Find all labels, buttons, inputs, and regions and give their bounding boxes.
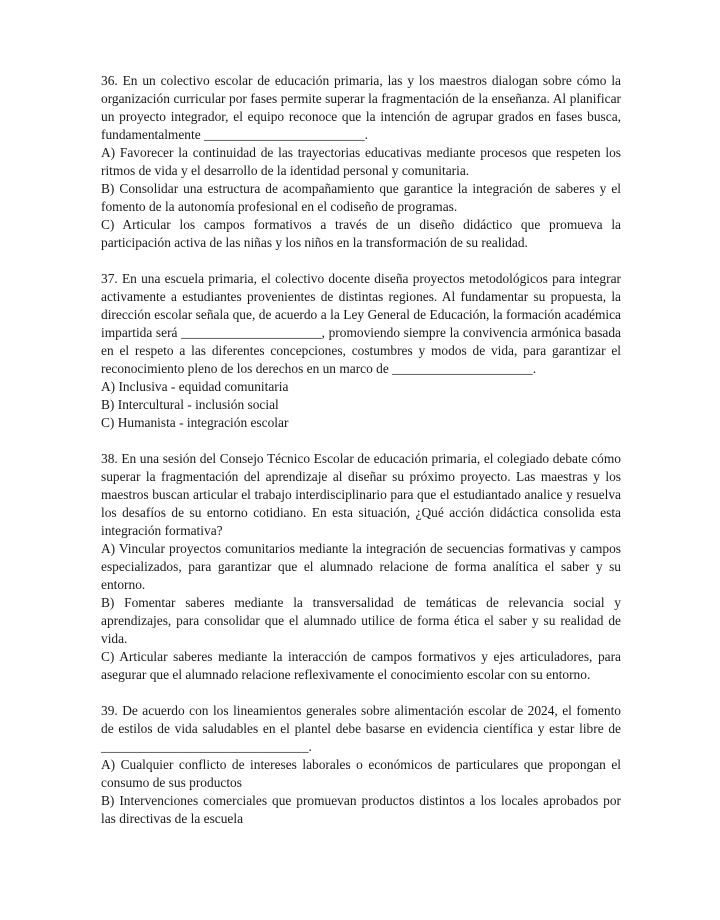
question-stem: 36. En un colectivo escolar de educación primaria, las y los maestros dialogan sobre cómo la organización curricular por fases permite superar la fragmentación de la enseñanza. Al planificar un proyecto integrador, el equipo reconoce que la intención de agrupar grados en fases busca, fundamentalmente ________________________. [101, 73, 621, 142]
question-36 [101, 72, 621, 252]
answer-option: B) Intercultural - inclusión social [101, 397, 279, 412]
answer-option: C) Articular saberes mediante la interacción de campos formativos y ejes articuladores, para asegurar que el alumnado relacione reflexivamente el conocimiento escolar con su entorno. [101, 649, 621, 682]
question-38 [101, 450, 621, 684]
answer-option: C) Humanista - integración escolar [101, 415, 289, 430]
question-stem: 37. En una escuela primaria, el colectivo docente diseña proyectos metodológicos para integrar activamente a estudiantes provenientes de distintas regiones. Al fundamentar su propuesta, la dirección escolar señala que, de acuerdo a la Ley General de Educación, la formación académica impartida será _____________________, promoviendo siempre la convivencia armónica basada en el respeto a las diferentes concepciones, costumbres y modos de vida, para garantizar el reconocimiento pleno de los derechos en un marco de _____________________. [101, 271, 621, 376]
answer-option: A) Vincular proyectos comunitarios mediante la integración de secuencias formativas y campos especializados, para garantizar que el alumnado relacione de forma analítica el saber y su entorno. [101, 541, 621, 592]
question-stem: 39. De acuerdo con los lineamientos generales sobre alimentación escolar de 2024, el fomento de estilos de vida saludables en el plantel debe basarse en evidencia científica y estar libre de _______________________________. [101, 703, 621, 754]
answer-option: C) Articular los campos formativos a través de un diseño didáctico que promueva la participación activa de las niñas y los niños en la transformación de su realidad. [101, 217, 621, 250]
answer-option: B) Fomentar saberes mediante la transversalidad de temáticas de relevancia social y aprendizajes, para consolidar que el alumnado utilice de forma ética el saber y su realidad de vida. [101, 595, 621, 646]
document-page [101, 72, 621, 846]
question-37 [101, 270, 621, 432]
answer-option: A) Favorecer la continuidad de las trayectorias educativas mediante procesos que respeten los ritmos de vida y el desarrollo de la identidad personal y comunitaria. [101, 145, 621, 178]
answer-option: B) Consolidar una estructura de acompañamiento que garantice la integración de saberes y el fomento de la autonomía profesional en el codiseño de programas. [101, 181, 621, 214]
question-39 [101, 702, 621, 828]
answer-option: A) Inclusiva - equidad comunitaria [101, 379, 289, 394]
answer-option: B) Intervenciones comerciales que promuevan productos distintos a los locales aprobados por las directivas de la escuela [101, 793, 621, 826]
answer-option: A) Cualquier conflicto de intereses laborales o económicos de particulares que propongan el consumo de sus productos [101, 757, 621, 790]
question-stem: 38. En una sesión del Consejo Técnico Escolar de educación primaria, el colegiado debate cómo superar la fragmentación del aprendizaje al diseñar su próximo proyecto. Las maestras y los maestros buscan articular el trabajo interdisciplinario para que el estudiantado analice y resuelva los desafíos de su entorno cotidiano. En esta situación, ¿Qué acción didáctica consolida esta integración formativa? [101, 451, 621, 538]
